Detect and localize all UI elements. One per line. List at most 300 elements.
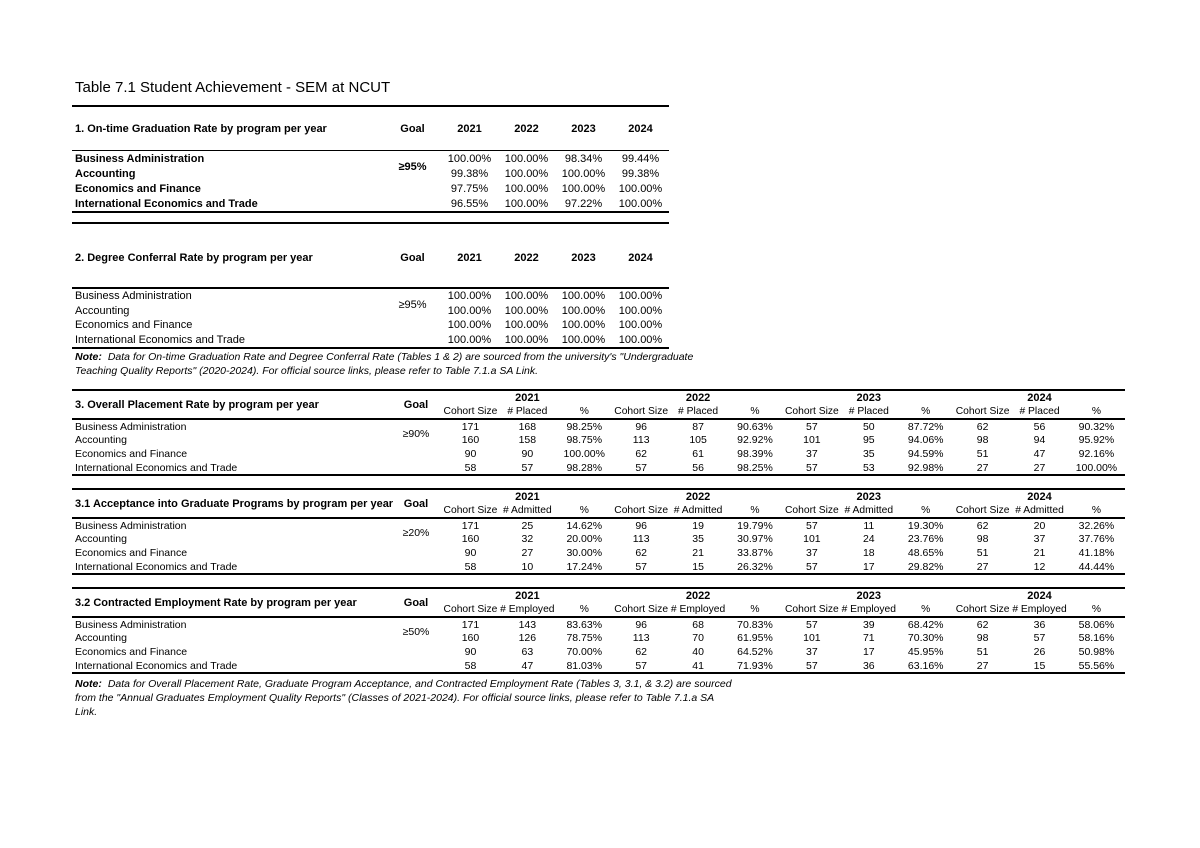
goal-value: ≥95% (398, 160, 427, 173)
value-cell: 12 (1033, 560, 1046, 573)
subheader-cohort-size: Cohort Size (784, 505, 839, 516)
value-cell: 70.83% (737, 618, 773, 631)
note-label: Note: (75, 678, 102, 690)
value-cell: 101 (803, 434, 821, 447)
table-row (72, 519, 1125, 533)
subheader-cohort-size: Cohort Size (443, 604, 498, 615)
value-cell: 100.00% (447, 319, 492, 332)
year-header: 2023 (571, 252, 596, 264)
value-cell: 100.00% (504, 304, 549, 317)
value-cell: 20 (1033, 519, 1046, 532)
value-cell: 37 (806, 447, 818, 460)
value-cell: 63 (521, 645, 534, 658)
program-name: Accounting (75, 434, 127, 447)
goal-value: ≥95% (398, 298, 427, 311)
value-cell: 44.44% (1078, 560, 1115, 573)
year-header: 2023 (856, 590, 882, 602)
subheader-cohort-size: Cohort Size (614, 505, 669, 516)
year-header: 2023 (571, 122, 596, 135)
value-cell: 58.16% (1078, 632, 1115, 645)
value-cell: 70 (692, 632, 704, 645)
value-cell: 17.24% (566, 560, 603, 573)
value-cell: 87 (692, 420, 704, 433)
value-cell: 17 (862, 560, 875, 573)
value-cell: 24 (862, 533, 875, 546)
value-cell: 100.00% (618, 333, 663, 346)
program-name: Accounting (75, 167, 136, 180)
value-cell: 57 (635, 461, 648, 474)
year-header: 2021 (515, 392, 540, 404)
value-cell: 62 (635, 546, 648, 559)
value-cell: 96 (635, 618, 648, 631)
goal-column-header: Goal (403, 497, 429, 510)
value-cell: 98.25% (737, 461, 773, 474)
value-cell: 36 (862, 659, 875, 672)
value-cell: 97.75% (450, 182, 489, 195)
value-cell: 70.30% (907, 632, 944, 645)
value-cell: 57 (806, 461, 818, 474)
table-row (72, 318, 669, 333)
year-header: 2022 (685, 590, 711, 602)
subheader-percent: % (1091, 604, 1101, 615)
note-line: Note: Data for Overall Placement Rate, Graduate Program Acceptance, and Contracted Employment Rate (Tables 3, 3.1, & 3.2) are sourced (75, 678, 732, 690)
value-cell: 51 (976, 546, 989, 559)
table-row (72, 289, 669, 304)
value-cell: 27 (1033, 461, 1046, 474)
value-cell: 101 (803, 632, 821, 645)
value-cell: 78.75% (566, 632, 603, 645)
value-cell: 10 (521, 560, 534, 573)
subheader-cohort-size: Cohort Size (955, 505, 1010, 516)
value-cell: 87.72% (907, 420, 944, 433)
value-cell: 100.00% (504, 333, 549, 346)
subheader-count: # Employed (670, 604, 726, 615)
year-header: 2021 (515, 590, 540, 602)
goal-column-header: Goal (400, 252, 425, 264)
program-name: Business Administration (75, 290, 192, 303)
value-cell: 94 (1033, 434, 1046, 447)
value-cell: 95 (862, 434, 875, 447)
value-cell: 101 (803, 533, 821, 546)
subheader-count: # Placed (848, 406, 889, 417)
value-cell: 50.98% (1078, 645, 1115, 658)
value-cell: 30.97% (737, 533, 773, 546)
table-row (72, 632, 1125, 646)
value-cell: 55.56% (1078, 659, 1115, 672)
table-header-row (72, 107, 669, 151)
program-name: Business Administration (75, 420, 187, 433)
value-cell: 100.00% (618, 197, 663, 210)
value-cell: 26 (1033, 645, 1046, 658)
subheader-count: # Admitted (1015, 505, 1064, 516)
value-cell: 57 (806, 618, 818, 631)
value-cell: 100.00% (561, 290, 606, 303)
subheader-count: # Admitted (673, 505, 723, 516)
table-row (72, 546, 1125, 560)
value-cell: 47 (521, 659, 534, 672)
subheader-percent: % (579, 406, 589, 417)
table-row (72, 618, 1125, 632)
table-row (72, 659, 1125, 673)
program-name: International Economics and Trade (75, 333, 245, 346)
program-name: Business Administration (75, 618, 187, 631)
subheader-cohort-size: Cohort Size (614, 406, 669, 417)
value-cell: 58 (464, 461, 477, 474)
value-cell: 36 (1033, 618, 1046, 631)
value-cell: 94.06% (907, 434, 944, 447)
year-header: 2024 (1027, 590, 1052, 602)
value-cell: 37 (806, 546, 818, 559)
year-header: 2024 (1027, 392, 1052, 404)
subheader-count: # Employed (1012, 604, 1067, 615)
value-cell: 99.38% (621, 167, 660, 180)
value-cell: 100.00% (618, 304, 663, 317)
year-header: 2023 (856, 491, 882, 503)
value-cell: 53 (862, 461, 875, 474)
value-cell: 98 (976, 533, 989, 546)
value-cell: 19 (692, 519, 704, 532)
table-row (72, 166, 669, 181)
value-cell: 19.79% (737, 519, 773, 532)
year-header: 2024 (628, 122, 653, 135)
value-cell: 158 (518, 434, 537, 447)
value-cell: 168 (518, 420, 537, 433)
value-cell: 50 (862, 420, 875, 433)
table-row (72, 151, 669, 166)
value-cell: 113 (632, 434, 650, 447)
subheader-percent: % (750, 406, 760, 417)
table-row (72, 533, 1125, 547)
value-cell: 27 (976, 560, 989, 573)
table-title: 3.1 Acceptance into Graduate Programs by program per year (75, 497, 394, 510)
year-header: 2023 (856, 392, 882, 404)
value-cell: 96 (635, 519, 648, 532)
value-cell: 98.34% (564, 152, 603, 165)
value-cell: 100.00% (447, 304, 492, 317)
value-cell: 160 (461, 533, 480, 546)
value-cell: 100.00% (504, 197, 549, 210)
value-cell: 30.00% (566, 546, 603, 559)
value-cell: 33.87% (737, 546, 773, 559)
value-cell: 113 (632, 533, 650, 546)
subheader-percent: % (921, 505, 931, 516)
year-header: 2022 (685, 392, 711, 404)
value-cell: 11 (863, 519, 875, 532)
value-cell: 98.25% (566, 420, 603, 433)
program-name: International Economics and Trade (75, 461, 238, 474)
value-cell: 45.95% (907, 645, 944, 658)
value-cell: 97.22% (564, 197, 603, 210)
value-cell: 99.38% (450, 167, 489, 180)
section-divider (72, 222, 669, 224)
value-cell: 105 (689, 434, 707, 447)
value-cell: 95.92% (1078, 434, 1115, 447)
goal-column-header: Goal (403, 596, 429, 609)
value-cell: 100.00% (618, 319, 663, 332)
note-line: Note: Data for On-time Graduation Rate and Degree Conferral Rate (Tables 1 & 2) are sourced from the university's "Undergraduate (75, 351, 694, 363)
page-title: Table 7.1 Student Achievement - SEM at NCUT (75, 79, 391, 96)
subheader-percent: % (579, 505, 589, 516)
program-name: Economics and Finance (75, 447, 188, 460)
value-cell: 37 (806, 645, 818, 658)
value-cell: 113 (632, 632, 650, 645)
value-cell: 40 (692, 645, 704, 658)
program-name: Accounting (75, 632, 127, 645)
goal-value: ≥50% (402, 625, 430, 638)
value-cell: 100.00% (563, 447, 605, 460)
goal-column-header: Goal (403, 398, 429, 411)
value-cell: 160 (461, 632, 480, 645)
value-cell: 143 (518, 618, 537, 631)
table-degree-conferral-header-row (72, 250, 669, 266)
program-name: International Economics and Trade (75, 197, 258, 210)
value-cell: 56 (1033, 420, 1046, 433)
value-cell: 23.76% (907, 533, 944, 546)
table-graduate-acceptance-rate (72, 488, 1125, 575)
value-cell: 57 (1033, 632, 1046, 645)
value-cell: 100.00% (1075, 461, 1118, 474)
program-name: International Economics and Trade (75, 659, 238, 672)
value-cell: 100.00% (504, 152, 549, 165)
value-cell: 64.52% (737, 645, 773, 658)
value-cell: 39 (862, 618, 875, 631)
value-cell: 100.00% (504, 167, 549, 180)
table-row (72, 461, 1125, 475)
value-cell: 57 (806, 420, 818, 433)
subheader-count: # Placed (507, 406, 548, 417)
table-row (72, 181, 669, 196)
value-cell: 47 (1033, 447, 1046, 460)
table-row (72, 333, 669, 348)
table-contracted-employment-rate (72, 587, 1125, 674)
table-row (72, 560, 1125, 574)
value-cell: 92.16% (1078, 447, 1115, 460)
table-overall-placement-rate (72, 389, 1125, 476)
table-header (72, 490, 1125, 519)
subheader-cohort-size: Cohort Size (784, 406, 839, 417)
value-cell: 14.62% (566, 519, 603, 532)
note-line: Teaching Quality Reports" (2020-2024). For official source links, please refer to Table 7.1.a SA Link. (75, 365, 539, 377)
year-header: 2021 (515, 491, 540, 503)
value-cell: 29.82% (907, 560, 944, 573)
value-cell: 57 (635, 560, 648, 573)
value-cell: 26.32% (737, 560, 773, 573)
value-cell: 100.00% (618, 290, 663, 303)
value-cell: 27 (976, 461, 989, 474)
program-name: Economics and Finance (75, 645, 188, 658)
subheader-cohort-size: Cohort Size (614, 604, 669, 615)
value-cell: 100.00% (561, 304, 606, 317)
value-cell: 57 (521, 461, 534, 474)
note-label: Note: (75, 351, 102, 363)
year-header: 2022 (514, 252, 539, 264)
year-header: 2024 (1027, 491, 1052, 503)
subheader-cohort-size: Cohort Size (443, 406, 498, 417)
value-cell: 68 (692, 618, 704, 631)
note-line: Link. (75, 706, 98, 718)
value-cell: 61 (692, 447, 704, 460)
table-row (72, 420, 1125, 434)
subheader-percent: % (579, 604, 589, 615)
value-cell: 90 (464, 447, 477, 460)
program-name: Economics and Finance (75, 182, 201, 195)
goal-column-header: Goal (400, 122, 425, 135)
program-name: Business Administration (75, 152, 205, 165)
value-cell: 15 (692, 560, 704, 573)
value-cell: 58.06% (1078, 618, 1115, 631)
value-cell: 100.00% (447, 290, 492, 303)
value-cell: 100.00% (447, 333, 492, 346)
value-cell: 25 (521, 519, 534, 532)
subheader-percent: % (1091, 505, 1101, 516)
table-row (72, 304, 669, 319)
table-row (72, 196, 669, 211)
table-degree-conferral-body (72, 287, 669, 349)
value-cell: 96 (635, 420, 648, 433)
value-cell: 48.65% (907, 546, 944, 559)
program-name: Accounting (75, 304, 130, 317)
program-name: Business Administration (75, 519, 187, 532)
value-cell: 19.30% (907, 519, 944, 532)
value-cell: 56 (692, 461, 704, 474)
table-title: 1. On-time Graduation Rate by program per year (75, 122, 327, 135)
subheader-count: # Admitted (503, 505, 552, 516)
value-cell: 18 (862, 546, 875, 559)
value-cell: 57 (806, 519, 818, 532)
value-cell: 98 (976, 434, 989, 447)
subheader-count: # Placed (678, 406, 719, 417)
value-cell: 70.00% (566, 645, 603, 658)
subheader-percent: % (750, 604, 760, 615)
value-cell: 62 (635, 447, 648, 460)
value-cell: 37.76% (1078, 533, 1115, 546)
value-cell: 90 (521, 447, 534, 460)
value-cell: 35 (692, 533, 704, 546)
value-cell: 63.16% (907, 659, 944, 672)
year-header: 2021 (457, 252, 482, 264)
value-cell: 83.63% (566, 618, 603, 631)
value-cell: 62 (976, 519, 989, 532)
value-cell: 90 (464, 546, 477, 559)
note-tables-3 (75, 677, 732, 719)
value-cell: 17 (862, 645, 875, 658)
table-row (72, 645, 1125, 659)
value-cell: 171 (461, 618, 480, 631)
value-cell: 98.39% (737, 447, 773, 460)
subheader-count: # Placed (1019, 406, 1060, 417)
year-header: 2022 (685, 491, 711, 503)
value-cell: 100.00% (504, 290, 549, 303)
value-cell: 41 (692, 659, 704, 672)
value-cell: 100.00% (561, 167, 606, 180)
table-body (72, 420, 1125, 476)
program-name: Economics and Finance (75, 546, 188, 559)
subheader-cohort-size: Cohort Size (784, 604, 839, 615)
note-line: from the "Annual Graduates Employment Quality Reports" (Classes of 2021-2024). For official source links, please refer to Table 7.1.a SA (75, 692, 715, 704)
subheader-percent: % (921, 604, 931, 615)
subheader-count: # Employed (841, 604, 896, 615)
table-header (72, 391, 1125, 420)
goal-value: ≥90% (402, 427, 430, 440)
value-cell: 100.00% (561, 333, 606, 346)
table-title: 3.2 Contracted Employment Rate by program per year (75, 596, 357, 609)
value-cell: 81.03% (566, 659, 603, 672)
value-cell: 61.95% (737, 632, 773, 645)
value-cell: 20.00% (566, 533, 603, 546)
value-cell: 32.26% (1078, 519, 1115, 532)
goal-value: ≥20% (402, 526, 430, 539)
program-name: International Economics and Trade (75, 560, 238, 573)
value-cell: 171 (461, 420, 480, 433)
year-header: 2022 (514, 122, 539, 135)
subheader-percent: % (750, 505, 760, 516)
program-name: Accounting (75, 533, 127, 546)
value-cell: 92.92% (737, 434, 773, 447)
value-cell: 21 (692, 546, 704, 559)
value-cell: 58 (464, 659, 477, 672)
value-cell: 96.55% (450, 197, 489, 210)
table-row (72, 447, 1125, 461)
value-cell: 94.59% (907, 447, 944, 460)
value-cell: 57 (806, 560, 818, 573)
value-cell: 71 (862, 632, 875, 645)
year-header: 2024 (628, 252, 653, 264)
value-cell: 100.00% (504, 319, 549, 332)
subheader-count: # Admitted (844, 505, 894, 516)
value-cell: 68.42% (907, 618, 944, 631)
value-cell: 100.00% (504, 182, 549, 195)
value-cell: 37 (1033, 533, 1046, 546)
value-cell: 41.18% (1078, 546, 1115, 559)
table-body (72, 618, 1125, 674)
value-cell: 35 (862, 447, 875, 460)
subheader-count: # Employed (500, 604, 555, 615)
value-cell: 100.00% (561, 319, 606, 332)
value-cell: 99.44% (621, 152, 660, 165)
note-tables-1-2 (75, 350, 693, 378)
value-cell: 100.00% (561, 182, 606, 195)
value-cell: 98.75% (566, 434, 603, 447)
value-cell: 27 (521, 546, 534, 559)
value-cell: 57 (806, 659, 818, 672)
value-cell: 160 (461, 434, 480, 447)
value-cell: 51 (976, 645, 989, 658)
subheader-percent: % (1091, 406, 1101, 417)
value-cell: 90.63% (737, 420, 773, 433)
table-header (72, 589, 1125, 618)
value-cell: 92.98% (907, 461, 944, 474)
table-title: 3. Overall Placement Rate by program per year (75, 398, 319, 411)
value-cell: 62 (635, 645, 648, 658)
value-cell: 27 (976, 659, 989, 672)
value-cell: 51 (976, 447, 989, 460)
value-cell: 90 (464, 645, 477, 658)
value-cell: 15 (1033, 659, 1046, 672)
value-cell: 62 (976, 618, 989, 631)
value-cell: 32 (521, 533, 534, 546)
program-name: Economics and Finance (75, 319, 193, 332)
table-body (72, 519, 1125, 575)
value-cell: 58 (464, 560, 477, 573)
table-on-time-graduation-rate (72, 105, 669, 213)
value-cell: 100.00% (447, 152, 492, 165)
subheader-percent: % (921, 406, 931, 417)
table-row (72, 434, 1125, 448)
value-cell: 98 (976, 632, 989, 645)
year-header: 2021 (457, 122, 482, 135)
table-title: 2. Degree Conferral Rate by program per year (75, 252, 313, 264)
value-cell: 62 (976, 420, 989, 433)
